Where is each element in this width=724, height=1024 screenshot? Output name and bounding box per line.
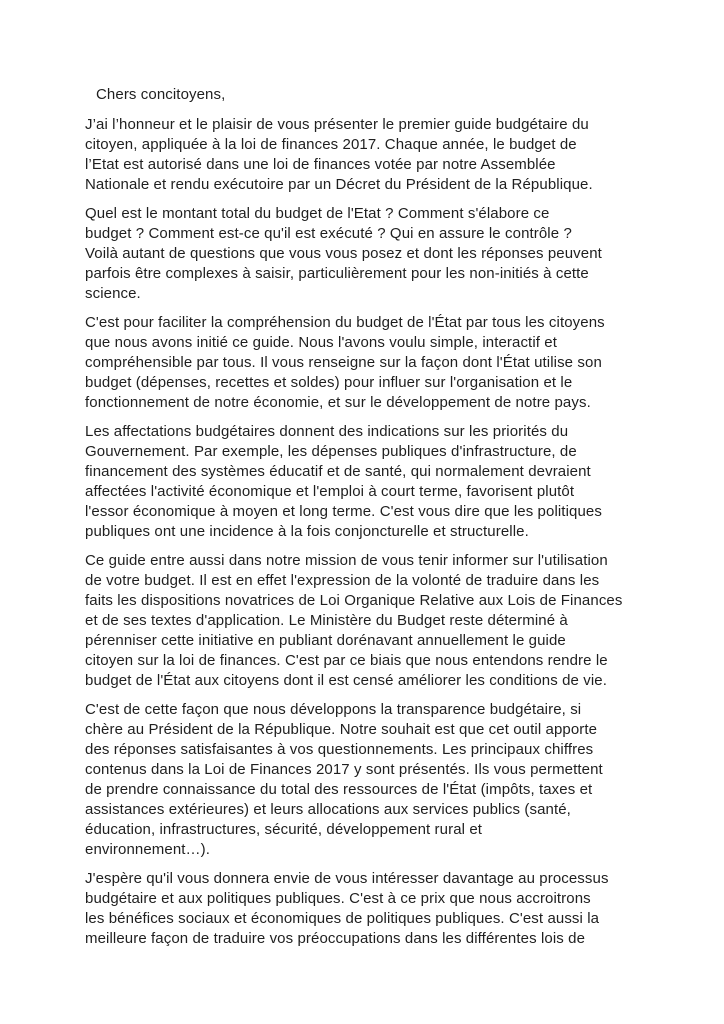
- text-line: éducation, infrastructures, sécurité, développement rural et: [85, 821, 483, 838]
- text-line: budget (dépenses, recettes et soldes) pour influer sur l'organisation et le: [85, 374, 573, 391]
- text-line: faits les dispositions novatrices de Loi Organique Relative aux Lois de Finances: [85, 592, 623, 609]
- salutation: Chers concitoyens,: [96, 86, 226, 103]
- text-line: J'espère qu'il vous donnera envie de vous intéresser davantage au processus: [85, 870, 609, 887]
- text-line: publiques ont une incidence à la fois conjoncturelle et structurelle.: [85, 523, 529, 540]
- paragraph: [85, 115, 660, 195]
- text-line: affectées l'activité économique et l'emploi à court terme, favorisent plutôt: [85, 483, 575, 500]
- text-line: compréhensible par tous. Il vous renseigne sur la façon dont l'État utilise son: [85, 354, 602, 371]
- paragraph: [85, 204, 660, 304]
- text-line: C'est pour faciliter la compréhension du budget de l'État par tous les citoyens: [85, 314, 605, 331]
- text-line: l’Etat est autorisé dans une loi de finances votée par notre Assemblée: [85, 156, 556, 173]
- text-line: pérenniser cette initiative en publiant dorénavant annuellement le guide: [85, 632, 566, 649]
- paragraph: [85, 313, 660, 413]
- text-line: Ce guide entre aussi dans notre mission de vous tenir informer sur l'utilisation: [85, 552, 608, 569]
- text-line: citoyen, appliquée à la loi de finances 2017. Chaque année, le budget de: [85, 136, 577, 153]
- text-line: environnement…).: [85, 841, 210, 858]
- text-line: meilleure façon de traduire vos préoccupations dans les différentes lois de: [85, 930, 586, 947]
- text-line: Nationale et rendu exécutoire par un Décret du Président de la République.: [85, 176, 593, 193]
- text-line: financement des systèmes éducatif et de santé, qui normalement devraient: [85, 463, 591, 480]
- text-line: chère au Président de la République. Notre souhait est que cet outil apporte: [85, 721, 598, 738]
- text-line: Gouvernement. Par exemple, les dépenses publiques d'infrastructure, de: [85, 443, 577, 460]
- text-line: Voilà autant de questions que vous vous posez et dont les réponses peuvent: [85, 245, 602, 262]
- text-line: Quel est le montant total du budget de l'Etat ? Comment s'élabore ce: [85, 205, 550, 222]
- text-line: de votre budget. Il est en effet l'expression de la volonté de traduire dans les: [85, 572, 600, 589]
- letter-body: [85, 115, 660, 949]
- text-line: que nous avons initié ce guide. Nous l'avons voulu simple, interactif et: [85, 334, 557, 351]
- text-line: et de ses textes d'application. Le Ministère du Budget reste déterminé à: [85, 612, 568, 629]
- text-line: les bénéfices sociaux et économiques de politiques publiques. C'est aussi la: [85, 910, 600, 927]
- text-line: fonctionnement de notre économie, et sur le développement de notre pays.: [85, 394, 591, 411]
- text-line: budgétaire et aux politiques publiques. C'est à ce prix que nous accroitrons: [85, 890, 591, 907]
- text-line: J’ai l’honneur et le plaisir de vous présenter le premier guide budgétaire du: [85, 116, 589, 133]
- paragraph: [85, 551, 660, 691]
- paragraph: [85, 869, 660, 949]
- text-line: l'essor économique à moyen et long terme. C'est vous dire que les politiques: [85, 503, 602, 520]
- text-line: parfois être complexes à saisir, particulièrement pour les non-initiés à cette: [85, 265, 589, 282]
- text-line: citoyen sur la loi de finances. C'est par ce biais que nous entendons rendre le: [85, 652, 608, 669]
- text-line: contenus dans la Loi de Finances 2017 y sont présentés. Ils vous permettent: [85, 761, 603, 778]
- text-line: Les affectations budgétaires donnent des indications sur les priorités du: [85, 423, 569, 440]
- text-line: des réponses satisfaisantes à vos questionnements. Les principaux chiffres: [85, 741, 594, 758]
- text-line: budget de l'État aux citoyens dont il est censé améliorer les conditions de vie.: [85, 672, 607, 689]
- text-line: science.: [85, 285, 141, 302]
- text-line: C'est de cette façon que nous développons la transparence budgétaire, si: [85, 701, 582, 718]
- text-line: de prendre connaissance du total des ressources de l'État (impôts, taxes et: [85, 781, 593, 798]
- paragraph: [85, 422, 660, 542]
- paragraph: [85, 700, 660, 860]
- text-line: assistances extérieures) et leurs allocations aux services publics (santé,: [85, 801, 571, 818]
- text-line: budget ? Comment est-ce qu'il est exécuté ? Qui en assure le contrôle ?: [85, 225, 572, 242]
